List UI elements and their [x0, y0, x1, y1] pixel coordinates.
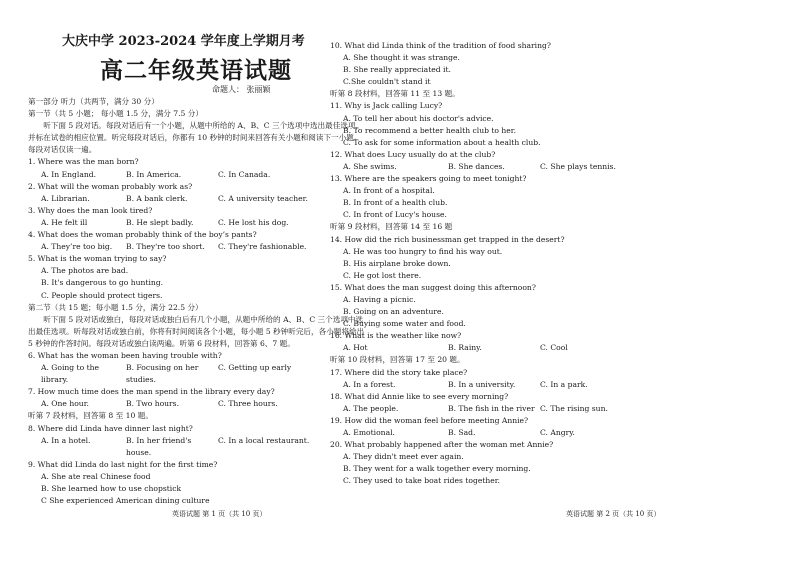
text-line: 听第 10 段材料，回答第 17 至 20 题。	[330, 355, 465, 365]
text-line: 20. What probably happened after the woman met Annie?	[330, 440, 554, 450]
option-line: B. She really appreciated it.	[343, 65, 451, 75]
text-line: 15. What does the man suggest doing this afternoon?	[330, 282, 536, 292]
option-b: B. Rainy.	[448, 343, 482, 353]
instruction-paragraph: 听下面 5 段对话。每段对话后有一个小题，从题中所给的 A、B、C 三个选项中选出最佳选项，并标在试卷的相应位置。听完每段对话后，你都有 10 秒钟的时间来回答有关小题和阅读下一小题。每段对话仅读一遍。	[28, 121, 364, 155]
text-line: 2. What will the woman probably work as?	[28, 181, 193, 191]
option-line: C. Buying some water and food.	[343, 319, 466, 329]
option-line: B. It's dangerous to go hunting.	[41, 278, 164, 288]
option-a: A. In a forest.	[343, 379, 396, 389]
exam-title: 高二年级英语试题	[100, 57, 292, 84]
option-b: B. He slept badly.	[126, 217, 194, 227]
option-a: A. In England.	[41, 169, 97, 179]
text-line: 18. What did Annie like to see every morning?	[330, 391, 509, 401]
option-b: B. In a university.	[448, 379, 516, 389]
text-line: 听第 7 段材料，回答第 8 至 10 题。	[28, 411, 153, 421]
option-b: B. She dances.	[448, 161, 505, 171]
option-c: C. In Canada.	[218, 169, 271, 179]
option-a: A. They’re too big.	[41, 242, 113, 252]
option-line: C. He got lost there.	[343, 270, 422, 280]
footer-left: 英语试题 第 1 页（共 10 页）	[172, 510, 267, 518]
option-a: A. The people.	[343, 403, 399, 413]
option-a: A. She swims.	[343, 161, 397, 171]
option-b: B. They're too short.	[126, 242, 205, 252]
option-a: A. Hot	[343, 343, 368, 353]
option-c: C. The rising sun.	[540, 403, 608, 413]
option-b: B. In America.	[126, 169, 182, 179]
option-row	[330, 342, 685, 354]
text-line: 11. Why is Jack calling Lucy?	[330, 101, 443, 111]
option-c: C. Getting up early	[218, 363, 292, 373]
option-line: B. Going on an adventure.	[343, 307, 444, 317]
text-line: 13. Where are the speakers going to meet tonight?	[330, 174, 527, 184]
option-c: C. In a local restaurant.	[218, 435, 310, 445]
option-a: A. Librarian.	[41, 193, 90, 203]
text-line: 7. How much time does the man spend in the library every day?	[28, 387, 275, 397]
option-line: C.She couldn't stand it	[343, 77, 431, 87]
option-b: B. Focusing on her studies.	[126, 363, 199, 385]
option-b: B. Two hours.	[126, 399, 179, 409]
text-line: 9. What did Linda do last night for the first time?	[28, 459, 218, 469]
option-line: B. To recommend a better health club to her.	[343, 125, 516, 135]
option-b: B. The fish in the river	[448, 403, 535, 413]
option-line: C She experienced American dining culture	[41, 496, 210, 506]
instruction-paragraph: 听下面 5 段对话或独白，每段对话或独白后有几个小题，从题中所给的 A、B、C 三个选项中选出最佳选项。听每段对话或独白前，你将有时间阅读各个小题，每小题 5 秒钟听完后，各小题将给出 5 秒钟的作答时间。每段对话或独白读两遍。听第 6 段材料，回答第 6、7 题。	[28, 314, 365, 348]
text-line: 12. What does Lucy usually do at the club?	[330, 149, 496, 159]
option-c: C. In a park.	[540, 379, 588, 389]
text-line: 第二节（共 15 题；每小题 1.5 分，满分 22.5 分）	[28, 302, 203, 312]
option-line: A. To tell her about his doctor's advice.	[343, 113, 494, 123]
text-line: 5. What is the woman trying to say?	[28, 254, 167, 264]
option-line: A. They didn't meet ever again.	[343, 452, 464, 462]
option-c: C. They're fashionable.	[218, 242, 307, 252]
text-line: 14. How did the rich businessman get trapped in the desert?	[330, 234, 565, 244]
option-a: A. Going to the library.	[41, 363, 100, 385]
option-line: B. In front of a health club.	[343, 198, 448, 208]
option-row	[330, 403, 685, 415]
text-line: 听第 8 段材料，回答第 11 至 13 题。	[330, 89, 460, 99]
option-c: C. Three hours.	[218, 399, 278, 409]
text-line: 16. What is the weather like now?	[330, 331, 462, 341]
text-line: 听第 9 段材料，回答第 14 至 16 题	[330, 222, 453, 232]
option-row	[330, 161, 685, 173]
text-line: 1. Where was the man born?	[28, 157, 139, 167]
option-line: B. They went for a walk together every morning.	[343, 464, 531, 474]
option-line: C. People should protect tigers.	[41, 290, 163, 300]
option-row	[330, 379, 685, 391]
option-line: C. In front of Lucy's house.	[343, 210, 447, 220]
option-line: A. In front of a hospital.	[343, 186, 435, 196]
option-a: A. Emotional.	[343, 428, 395, 437]
option-line: A. He was too hungry to find his way out.	[343, 246, 503, 256]
option-a: A. He felt ill	[41, 217, 88, 227]
exam-author: 命题人： 张丽颖	[212, 85, 271, 94]
option-c: C. A university teacher.	[218, 193, 308, 203]
text-line: 6. What has the woman been having trouble with?	[28, 350, 222, 360]
text-line: 10. What did Linda think of the tradition of food sharing?	[330, 41, 551, 50]
option-b: B. A bank clerk.	[126, 193, 188, 203]
school-name: 大庆中学 2023-2024 学年度上学期月考	[62, 34, 305, 49]
option-line: C. They used to take boat rides together.	[343, 476, 500, 486]
option-a: A. In a hotel.	[41, 435, 91, 445]
text-line: 第一节（共 5 小题； 每小题 1.5 分，满分 7.5 分）	[28, 109, 203, 119]
option-line: A. The photos are bad.	[41, 266, 129, 276]
text-line: 8. Where did Linda have dinner last night?	[28, 423, 193, 433]
option-c: C. He lost his dog.	[218, 217, 289, 227]
option-c: C. Cool	[540, 343, 568, 353]
option-row	[330, 427, 685, 439]
option-line: B. She learned how to use chopstick	[41, 484, 182, 493]
option-a: A. One hour.	[41, 399, 89, 409]
option-b: B. Sad.	[448, 428, 476, 437]
text-line: 17. Where did the story take place?	[330, 367, 468, 377]
text-line: 3. Why does the man look tired?	[28, 205, 153, 215]
text-line: 19. How did the woman feel before meeting Annie?	[330, 415, 529, 425]
option-c: C. Angry.	[540, 428, 575, 437]
option-b: B. In her friend's house.	[126, 435, 192, 457]
option-c: C. She plays tennis.	[540, 161, 616, 171]
option-line: A. She thought it was strange.	[343, 53, 460, 63]
option-line: B. His airplane broke down.	[343, 258, 451, 268]
footer-right: 英语试题 第 2 页（共 10 页）	[566, 510, 661, 518]
text-line: 第一部分 听力（共两节，满分 30 分）	[28, 97, 159, 106]
option-line: A. Having a picnic.	[343, 294, 416, 304]
right-column	[330, 40, 685, 487]
option-line: C. To ask for some information about a health club.	[343, 137, 541, 147]
text-line: 4. What does the woman probably think of the boy’s pants?	[28, 230, 257, 240]
option-line: A. She ate real Chinese food	[41, 471, 151, 481]
